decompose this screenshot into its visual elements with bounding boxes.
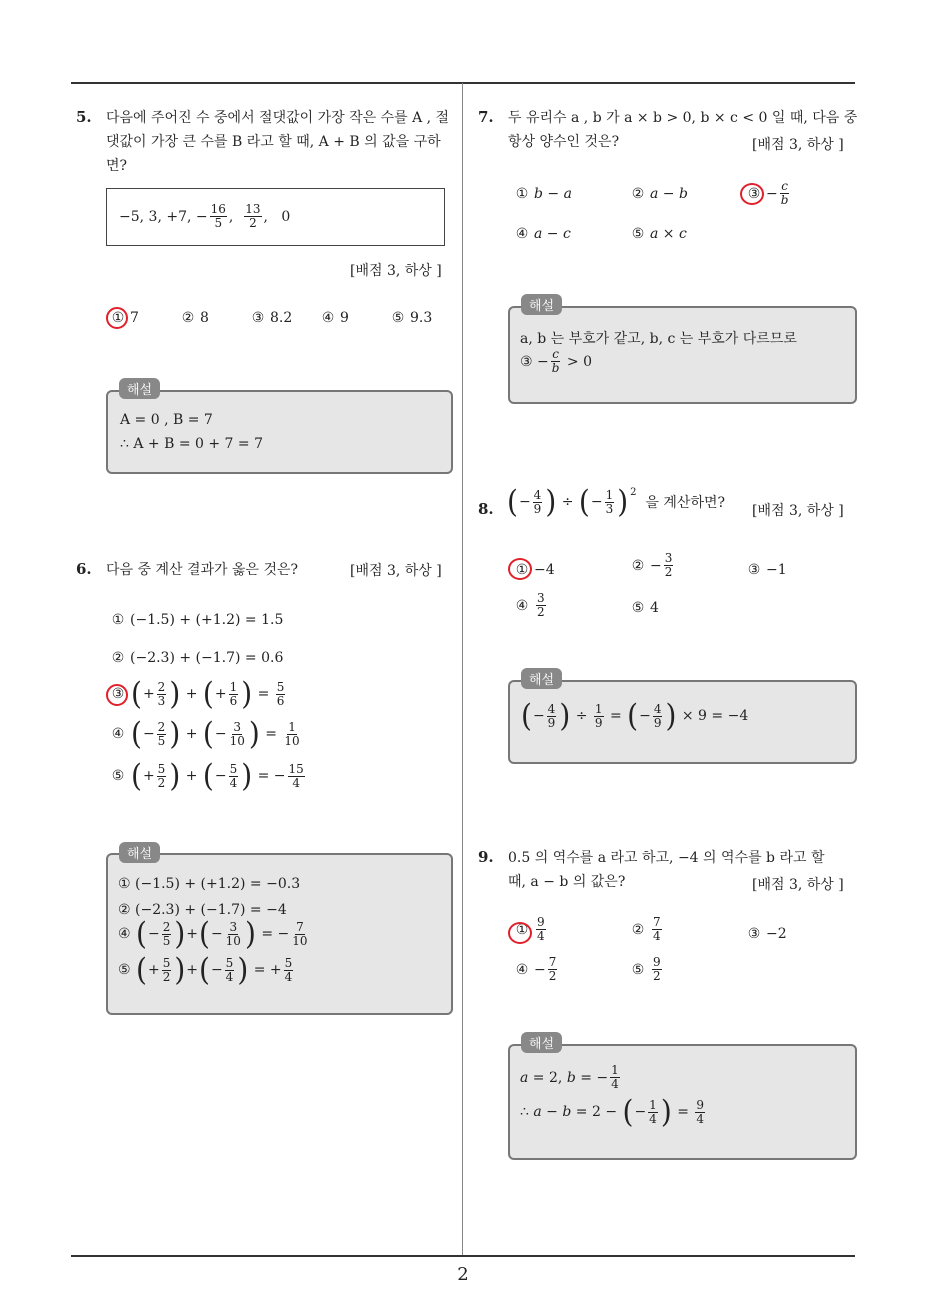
top-rule [71, 82, 855, 84]
q5-option-3[interactable]: ③ 8.2 [251, 310, 293, 326]
q6-answer-line-5: ⑤ ( + $\frac{5}{2}$ ) + ( − $\frac{5}{4}$ ) = + $\frac{5}{4}$ [118, 951, 293, 988]
q7-number: 7. [478, 108, 494, 126]
q9-text-2: 때, a − b 의 값은? [508, 874, 626, 890]
q6-meta: [배점 3, 하상 ] [350, 563, 442, 579]
q7-text-1: 두 유리수 a , b 가 a × b > 0, b × c < 0 일 때, 다음 중 [508, 110, 858, 126]
q7-answer-tab: 해설 [521, 294, 562, 315]
q5-option-2[interactable]: ② 8 [181, 310, 209, 326]
q5-meta: [배점 3, 하상 ] [350, 263, 442, 279]
q5-answer-box [106, 390, 453, 474]
q7-option-4[interactable]: ④ a − c [515, 226, 571, 242]
q7-option-1[interactable]: ① b − a [515, 186, 572, 202]
q9-answer-line-2: ∴ a − b = 2 − ( − $\frac{1}{4}$ ) = $\frac{9}{4}$ [520, 1093, 705, 1130]
q8-expression: ( − $\frac{4}{9}$ ) ÷ ( − $\frac{1}{3}$ ) 2 을 계산하면? [507, 483, 725, 520]
q6-number: 6. [76, 560, 92, 578]
q9-answer-line-1: a = 2, b = − $\frac{1}{4}$ [520, 1063, 619, 1091]
q8-answer-mark [508, 558, 532, 580]
q8-option-2[interactable]: ② − $\frac{3}{2}$ [631, 551, 673, 579]
q5-answer-line-2: ∴ A + B = 0 + 7 = 7 [120, 436, 264, 452]
q8-option-3[interactable]: ③ −1 [747, 562, 787, 578]
q9-meta: [배점 3, 하상 ] [752, 877, 844, 893]
q6-answer-line-1: ① (−1.5) + (+1.2) = −0.3 [118, 876, 301, 892]
q5-answer-line-1: A = 0 , B = 7 [120, 412, 213, 428]
q5-text: 다음에 주어진 수 중에서 절댓값이 가장 작은 수를 A , 절댓값이 가장 큰 수를 B 라고 할 때, A + B 의 값을 구하면? [106, 110, 450, 174]
q7-option-2[interactable]: ② a − b [631, 186, 688, 202]
q9-answer-tab: 해설 [521, 1032, 562, 1053]
q9-option-3[interactable]: ③ −2 [747, 926, 787, 942]
q6-option-5[interactable]: ⑤ ( + $\frac{5}{2}$ ) + ( − $\frac{5}{4}$ ) = − $\frac{15}{4}$ [111, 757, 304, 794]
q7-answer-mark [740, 183, 764, 205]
q9-option-2[interactable]: ② $\frac{7}{4}$ [631, 915, 661, 943]
q6-text: 다음 중 계산 결과가 옳은 것은? [106, 562, 299, 578]
q6-option-3[interactable]: ③ ( + $\frac{2}{3}$ ) + ( + $\frac{1}{6}$ ) = $\frac{5}{6}$ [111, 675, 285, 712]
q6-answer-line-2: ② (−2.3) + (−1.7) = −4 [118, 902, 287, 918]
q8-answer-tab: 해설 [521, 668, 562, 689]
column-divider [462, 83, 463, 1257]
q5-answer-mark [106, 307, 128, 329]
q9-number: 9. [478, 848, 494, 866]
q7-answer-line-2: ③ − $\frac{c}{b}$ > 0 [520, 347, 592, 375]
q6-answer-tab: 해설 [119, 842, 160, 863]
q6-answer-line-4: ④ ( − $\frac{2}{5}$ ) + ( − $\frac{3}{10}$ ) = − $\frac{7}{10}$ [118, 915, 308, 952]
q5-number: 5. [76, 108, 92, 126]
q8-option-5[interactable]: ⑤ 4 [631, 600, 659, 616]
q5-answer-tab: 해설 [119, 378, 160, 399]
q9-option-4[interactable]: ④ − $\frac{7}{2}$ [515, 955, 557, 983]
q8-number: 8. [478, 500, 494, 518]
q5-given-frac-2: $\frac{13}{2}$ [245, 202, 261, 230]
q9-text-1: 0.5 의 역수를 a 라고 하고, −4 의 역수를 b 라고 할 [508, 850, 825, 866]
q7-answer-line-1: a, b 는 부호가 같고, b, c 는 부호가 다르므로 [520, 331, 797, 347]
q8-meta: [배점 3, 하상 ] [752, 503, 844, 519]
q8-option-4[interactable]: ④ $\frac{3}{2}$ [515, 591, 545, 619]
bottom-rule [71, 1255, 855, 1257]
q6-option-4[interactable]: ④ ( − $\frac{2}{5}$ ) + ( − $\frac{3}{10}$ ) = $\frac{1}{10}$ [111, 715, 300, 752]
q5-given-values: −5, 3, +7, − [119, 208, 208, 225]
q9-option-1[interactable]: ① $\frac{9}{4}$ [515, 915, 545, 943]
q7-text-2: 항상 양수인 것은? [508, 134, 620, 150]
q5-option-1[interactable]: ① 7 [111, 310, 139, 326]
q8-option-1[interactable]: ① −4 [515, 562, 555, 578]
q6-answer-mark [106, 684, 128, 706]
q5-given-box: −5, 3, +7, − $\frac{16}{5}$ , $\frac{13}{2}$ , 0 [106, 188, 445, 246]
q7-option-5[interactable]: ⑤ a × c [631, 226, 687, 242]
q9-answer-mark [508, 922, 532, 944]
q7-meta: [배점 3, 하상 ] [752, 137, 844, 153]
q6-option-2[interactable]: ② (−2.3) + (−1.7) = 0.6 [111, 650, 284, 666]
q5-option-4[interactable]: ④ 9 [321, 310, 349, 326]
q5-option-5[interactable]: ⑤ 9.3 [391, 310, 433, 326]
q7-option-3[interactable]: ③ − $\frac{c}{b}$ [747, 179, 789, 207]
q9-option-5[interactable]: ⑤ $\frac{9}{2}$ [631, 955, 661, 983]
q6-option-1[interactable]: ① (−1.5) + (+1.2) = 1.5 [111, 612, 284, 628]
page-number: 2 [457, 1264, 469, 1285]
q8-answer-line-1: ( − $\frac{4}{9}$ ) ÷ $\frac{1}{9}$ = ( − $\frac{4}{9}$ ) × 9 = −4 [521, 697, 749, 734]
q5-given-zero: 0 [281, 208, 291, 225]
q5-given-frac-1: $\frac{16}{5}$ [210, 202, 226, 230]
